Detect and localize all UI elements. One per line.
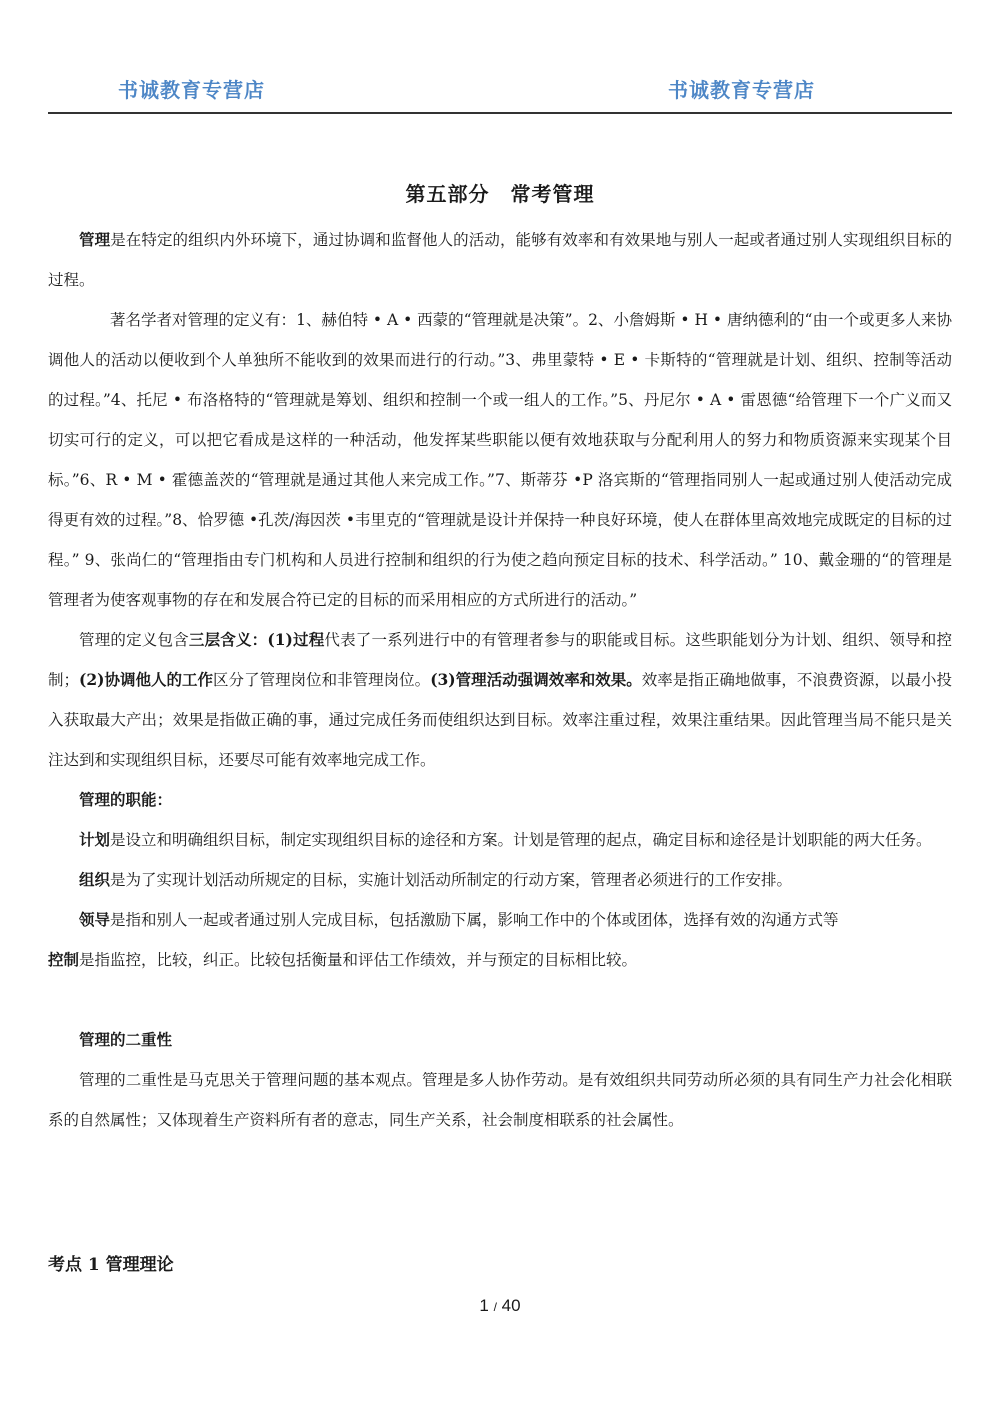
meaning-p1-text: 代表了一系列进行中的有管理者参与的职能或目标。这些职能划分为计划、组织、领导和控制； xyxy=(48,631,952,689)
meaning-p1-label: (1)过程 xyxy=(267,630,325,649)
page-current: 1 xyxy=(479,1296,489,1315)
meaning-p2-label: (2)协调他人的工作 xyxy=(79,670,214,689)
document-body xyxy=(48,220,952,1140)
duality-heading: 管理的二重性 xyxy=(79,1030,173,1049)
page-title: 第五部分 常考管理 xyxy=(405,182,595,206)
controlling-text: 是指监控，比较，纠正。比较包括衡量和评估工作绩效，并与预定的目标相比较。 xyxy=(79,951,638,969)
kaodian-heading: 考点 1 管理理论 xyxy=(48,1255,174,1275)
header-store-right: 书诚教育专营店 xyxy=(668,78,815,102)
intro-text: 是在特定的组织内外环境下，通过协调和监督他人的活动，能够有效率和有效果地与别人一起或者通过别人实现组织目标的过程。 xyxy=(48,231,952,289)
leading-term: 领导 xyxy=(79,910,111,929)
controlling-paragraph xyxy=(48,940,952,980)
meaning-paragraph xyxy=(48,620,952,780)
organizing-term: 组织 xyxy=(79,870,111,889)
meaning-p2-text: 区分了管理岗位和非管理岗位。 xyxy=(213,671,431,689)
leading-text: 是指和别人一起或者通过别人完成目标，包括激励下属，影响工作中的个体或团体，选择有效的沟通方式等 xyxy=(110,911,839,929)
duality-paragraph: 管理的二重性是马克思关于管理问题的基本观点。管理是多人协作劳动。是有效组织共同劳动所必须的具有同生产力社会化相联系的自然属性；又体现着生产资料所有者的意志，同生产关系，社会制度相联系的社会属性。 xyxy=(48,1071,952,1129)
meaning-lead: 管理的定义包含 xyxy=(79,631,189,649)
page-separator: / xyxy=(493,1300,497,1314)
spacer xyxy=(48,980,952,1020)
page-header xyxy=(48,70,952,114)
header-store-left: 书诚教育专营店 xyxy=(118,78,265,102)
functions-heading: 管理的职能： xyxy=(79,790,173,809)
page-total: 40 xyxy=(501,1296,521,1315)
page-number xyxy=(0,1296,1000,1316)
organizing-text: 是为了实现计划活动所规定的目标，实施计划活动所制定的行动方案，管理者必须进行的工作安排。 xyxy=(110,871,793,889)
meaning-p3-label: (3)管理活动强调效率和效果。 xyxy=(430,670,642,689)
definitions-paragraph: 著名学者对管理的定义有：1、赫伯特 • A • 西蒙的“管理就是决策”。2、小詹姆斯 • H • 唐纳德利的“由一个或更多人来协调他人的活动以便收到个人单独所不能收到的效果而进行的行动。”3、弗里蒙特 • E • 卡斯特的“管理就是计划、组织、控制等活动的过程。”4、托尼 • 布洛格特的“管理就是筹划、组织和控制一个或一组人的工作。”5、丹尼尔 • A • 雷恩德“给管理下一个广义而又切实可行的定义，可以把它看成是这样的一种活动，他发挥某些职能以便有效地获取与分配利用人的努力和物质资源来实现某个目标。”6、R • M • 霍德盖茨的“管理就是通过其他人来完成工作。”7、斯蒂芬 •P 洛宾斯的“管理指同别人一起或通过别人使活动完成得更有效的过程。”8、恰罗德 •孔茨/海因茨 •韦里克的“管理就是设计并保持一种良好环境，使人在群体里高效地完成既定的目标的过程。” 9、张尚仁的“管理指由专门机构和人员进行控制和组织的行为使之趋向预定目标的技术、科学活动。” 10、戴金珊的“的管理是管理者为使客观事物的存在和发展合符已定的目标的而采用相应的方式所进行的活动。” xyxy=(48,311,952,609)
controlling-term: 控制 xyxy=(48,950,80,969)
intro-paragraph xyxy=(48,220,952,300)
intro-term: 管理 xyxy=(79,230,111,249)
planning-text: 是设立和明确组织目标，制定实现组织目标的途径和方案。计划是管理的起点，确定目标和途径是计划职能的两大任务。 xyxy=(110,831,932,849)
meaning-p3-text: 效率是指正确地做事，不浪费资源，以最小投入获取最大产出；效果是指做正确的事，通过完成任务而使组织达到目标。效率注重过程，效果注重结果。因此管理当局不能只是关注达到和实现组织目标，还要尽可能有效率地完成工作。 xyxy=(48,671,952,769)
planning-paragraph xyxy=(48,820,952,860)
meaning-three-layers: 三层含义： xyxy=(188,630,268,649)
leading-paragraph xyxy=(48,900,952,940)
organizing-paragraph xyxy=(48,860,952,900)
planning-term: 计划 xyxy=(79,830,111,849)
